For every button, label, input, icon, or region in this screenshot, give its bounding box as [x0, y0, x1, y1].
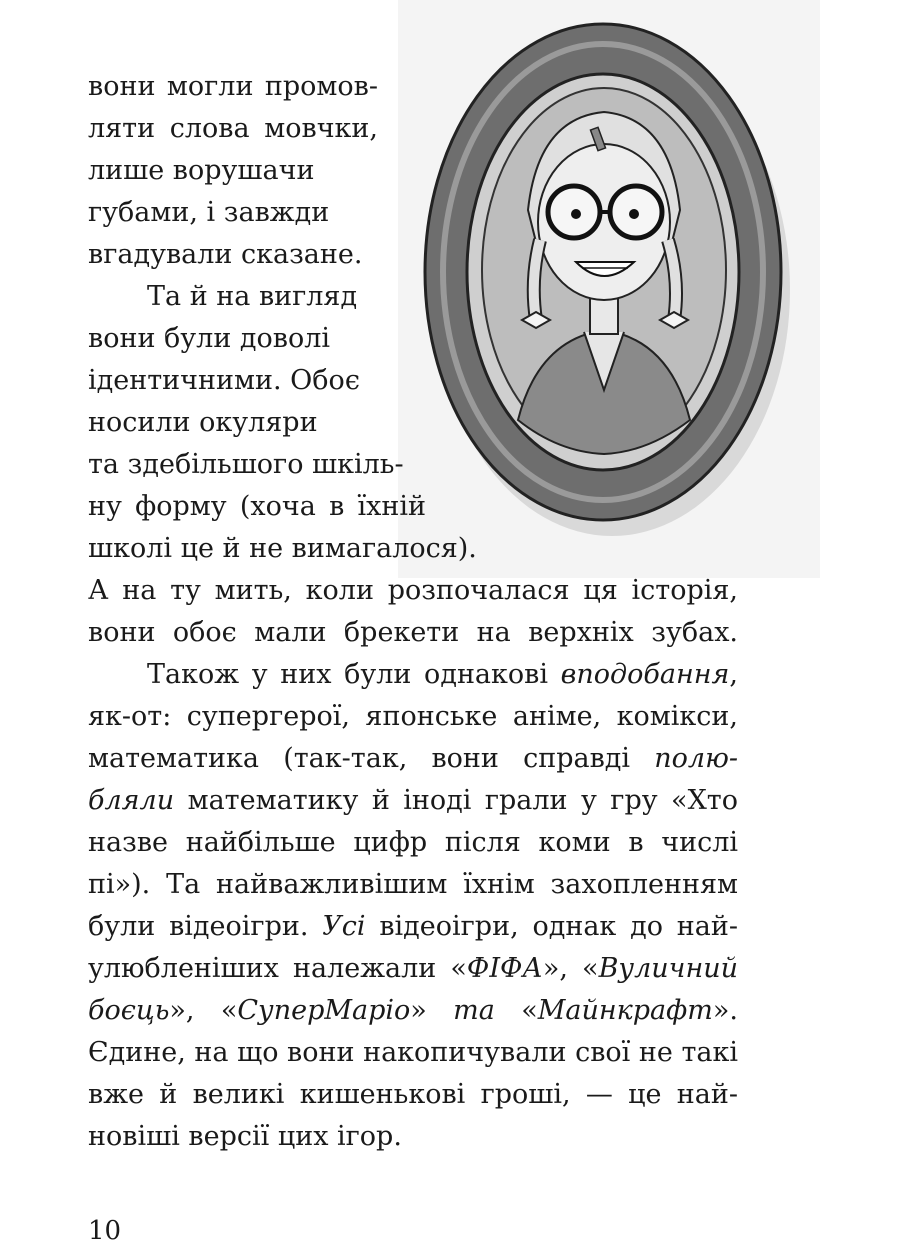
illustration — [398, 0, 820, 578]
text-segment: вони були доволі — [88, 323, 331, 354]
text-segment: носили окуляри — [88, 407, 318, 438]
text-segment: ну форму (хоча в їхній — [88, 491, 426, 522]
text-line — [88, 282, 357, 312]
text-line — [88, 366, 360, 396]
italic-text-segment: бляли — [88, 785, 175, 816]
text-line — [88, 702, 738, 732]
text-segment: школі це й не вимагалося). — [88, 533, 477, 564]
italic-text-segment: полю- — [654, 743, 738, 774]
text-segment: лише ворушачи — [88, 155, 315, 186]
italic-text-segment: боєць — [88, 995, 170, 1026]
text-line — [88, 1038, 738, 1068]
text-line — [88, 954, 738, 984]
text-line — [88, 828, 738, 858]
text-segment: улюбленіших належали « — [88, 953, 467, 984]
italic-text-segment: СуперМаріо — [237, 995, 411, 1026]
italic-text-segment: Усі — [322, 911, 366, 942]
text-segment: Єдине, на що вони накопичували свої не такі — [88, 1037, 738, 1068]
text-segment: вгадували сказане. — [88, 239, 363, 270]
italic-text-segment: Майнкрафт — [537, 995, 713, 1026]
text-line — [88, 660, 738, 690]
italic-text-segment: Вуличний — [598, 953, 739, 984]
text-line — [88, 744, 738, 774]
text-segment: , — [729, 659, 738, 690]
text-line — [88, 408, 318, 438]
text-segment: ідентичними. Обоє — [88, 365, 360, 396]
text-segment: » — [410, 995, 454, 1026]
text-line — [88, 492, 426, 522]
text-segment: як-от: супергерої, японське аніме, комікси, — [88, 701, 738, 732]
text-segment: вони могли промов- — [88, 71, 378, 102]
text-segment: були відеоігри. — [88, 911, 323, 942]
text-segment: « — [494, 995, 538, 1026]
text-segment: математика (так-так, вони справді — [88, 743, 655, 774]
text-line — [88, 576, 738, 606]
text-line — [88, 240, 362, 270]
text-segment: новіші версії цих ігор. — [88, 1121, 402, 1152]
text-segment: вони обоє мали брекети на верхніх зубах. — [88, 617, 738, 648]
text-segment: ляти слова мовчки, — [88, 113, 378, 144]
text-segment: губами, і завжди — [88, 197, 330, 228]
text-line — [88, 114, 378, 144]
text-line — [88, 450, 403, 480]
text-line — [88, 618, 738, 648]
italic-text-segment: вподобання — [560, 659, 730, 690]
text-line — [88, 534, 477, 564]
text-segment: відеоігри, однак до най- — [365, 911, 738, 942]
text-segment: ». — [712, 995, 738, 1026]
text-line — [88, 324, 330, 354]
text-line — [88, 198, 329, 228]
text-segment: Та й на вигляд — [147, 281, 358, 312]
text-segment: та здебільшого шкіль- — [88, 449, 404, 480]
italic-text-segment: ФІФА — [466, 953, 543, 984]
text-segment: Також у них були однакові — [147, 659, 561, 690]
portrait-of-girl-with-glasses-and-braids-in-oval-frame-icon — [398, 0, 820, 578]
text-segment: », « — [542, 953, 599, 984]
text-line — [88, 996, 738, 1026]
text-line — [88, 72, 378, 102]
text-line — [88, 786, 738, 816]
text-segment: назве найбільше цифр після коми в числі — [88, 827, 738, 858]
text-line — [88, 1080, 738, 1110]
page-number: 10 — [88, 1216, 122, 1246]
text-segment: математику й іноді грали у гру «Хто — [174, 785, 738, 816]
text-segment: », « — [169, 995, 238, 1026]
text-segment: вже й великі кишенькові гроші, — це най- — [88, 1079, 738, 1110]
text-line — [88, 156, 314, 186]
italic-text-segment: та — [453, 995, 495, 1026]
text-segment: пі»). Та найважливішим їхнім захопленням — [88, 869, 738, 900]
text-line — [88, 912, 738, 942]
text-line — [88, 870, 738, 900]
text-line — [88, 1122, 402, 1152]
text-segment: А на ту мить, коли розпочалася ця історія, — [88, 575, 738, 606]
